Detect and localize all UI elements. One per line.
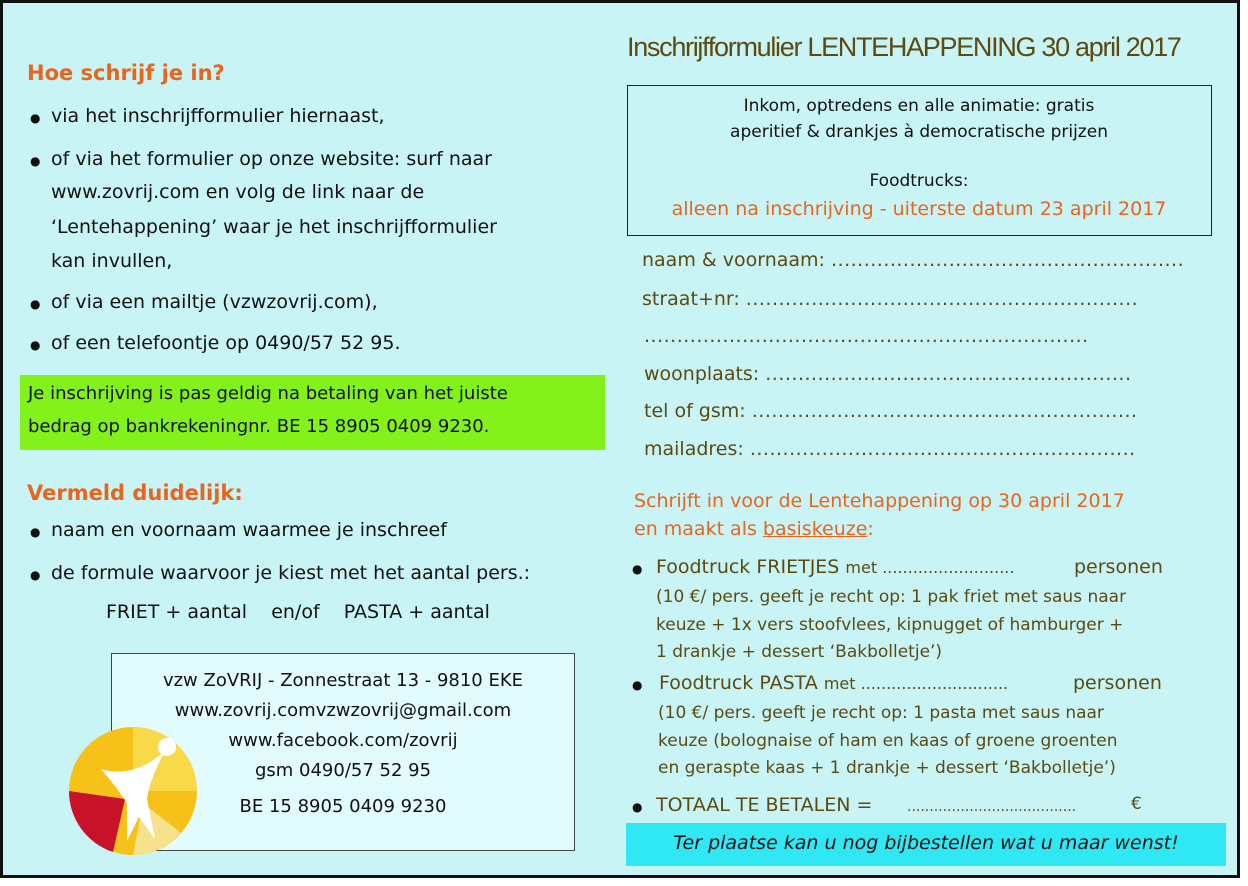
form-field-phone[interactable] bbox=[644, 400, 1138, 422]
heading-mention-clearly: Vermeld duidelijk: bbox=[27, 481, 243, 505]
field-label: mailadres: bbox=[644, 438, 744, 460]
list-item-continued: www.zovrij.com en volg de link naar de bbox=[51, 181, 425, 203]
zovrij-logo-icon bbox=[63, 721, 203, 859]
base-choice-line bbox=[634, 518, 874, 540]
form-field-city[interactable] bbox=[644, 363, 1131, 385]
bullet-icon: ● bbox=[632, 678, 643, 692]
option-frietjes-desc: keuze + 1x vers stoofvlees, kipnugget of hamburger + bbox=[656, 615, 1124, 635]
info-line: aperitief & drankjes à democratische prijzen bbox=[730, 122, 1108, 142]
option-frietjes-title: Foodtruck FRIETJES bbox=[656, 556, 840, 578]
form-field-name[interactable] bbox=[642, 249, 1184, 271]
bullet-icon: ● bbox=[30, 525, 41, 539]
bullet-icon: ● bbox=[632, 562, 643, 576]
bullet-icon: ● bbox=[30, 338, 41, 352]
option-pasta[interactable] bbox=[659, 672, 1008, 694]
form-field-street-extra[interactable] bbox=[644, 325, 1089, 347]
deadline-line: alleen na inschrijving - uiterste datum 23 april 2017 bbox=[671, 198, 1167, 220]
form-title: Inschrijfformulier LENTEHAPPENING 30 april 2017 bbox=[627, 32, 1181, 62]
option-frietjes-count: met .......................... bbox=[845, 558, 1015, 577]
info-box bbox=[627, 85, 1212, 236]
payment-notice-line: bedrag op bankrekeningnr. BE 15 8905 0409 9230. bbox=[28, 416, 490, 437]
base-choice-prefix: en maakt als bbox=[634, 518, 763, 540]
base-choice-underlined: basiskeuze bbox=[762, 518, 868, 540]
info-line: Foodtrucks: bbox=[869, 171, 969, 191]
list-item: of via een mailtje (vzwzovrij.com), bbox=[51, 291, 378, 313]
list-item-continued: ‘Lentehappening’ waar je het inschrijfformulier bbox=[51, 216, 497, 238]
field-dots: ........................................................... bbox=[749, 438, 1136, 460]
info-line: Inkom, optredens en alle animatie: gratis bbox=[743, 96, 1095, 116]
total-to-pay-field[interactable]: ...................................... bbox=[907, 799, 1077, 815]
bullet-icon: ● bbox=[30, 297, 41, 311]
euro-sign: € bbox=[1131, 794, 1142, 814]
field-label: straat+nr: bbox=[642, 288, 740, 310]
field-label: naam & voornaam: bbox=[642, 249, 825, 271]
bullet-icon: ● bbox=[30, 568, 41, 582]
option-frietjes-desc: 1 drankje + dessert ‘Bakbolletje’) bbox=[656, 642, 943, 662]
option-pasta-title: Foodtruck PASTA bbox=[659, 672, 818, 694]
footer-message: Ter plaatse kan u nog bijbestellen wat u maar wenst! bbox=[673, 832, 1179, 854]
bullet-icon: ● bbox=[632, 800, 643, 814]
form-field-street[interactable] bbox=[642, 288, 1138, 310]
bullet-icon: ● bbox=[30, 111, 41, 125]
field-dots: .................................................................... bbox=[644, 325, 1089, 347]
base-choice-suffix: : bbox=[867, 518, 874, 540]
option-pasta-desc: (10 €/ pers. geeft je recht op: 1 pasta met saus naar bbox=[658, 703, 1104, 723]
field-dots: ...................................................... bbox=[831, 249, 1185, 271]
bank-line: BE 15 8905 0409 9230 bbox=[239, 796, 447, 817]
option-pasta-desc: en geraspte kaas + 1 drankje + dessert ‘Bakbolletje’) bbox=[658, 758, 1116, 778]
website-line: www.zovrij.comvzwzovrij@gmail.com bbox=[174, 700, 512, 721]
list-item: via het inschrijfformulier hiernaast, bbox=[51, 105, 385, 127]
field-label: tel of gsm: bbox=[644, 400, 746, 422]
formula-line: FRIET + aantal en/of PASTA + aantal bbox=[106, 601, 490, 623]
bullet-icon: ● bbox=[30, 154, 41, 168]
list-item: of via het formulier op onze website: surf naar bbox=[51, 148, 492, 170]
total-to-pay-label: TOTAAL TE BETALEN = bbox=[656, 794, 873, 816]
field-dots: ........................................................ bbox=[765, 363, 1132, 385]
option-pasta-desc: keuze (bolognaise of ham en kaas of groene groenten bbox=[658, 731, 1118, 751]
subscribe-line: Schrijft in voor de Lentehappening op 30 april 2017 bbox=[634, 490, 1125, 512]
payment-notice-line: Je inschrijving is pas geldig na betaling van het juiste bbox=[28, 383, 508, 404]
option-pasta-persons: personen bbox=[1073, 672, 1162, 694]
heading-how-to-register: Hoe schrijf je in? bbox=[27, 61, 225, 85]
list-item-continued: kan invullen, bbox=[51, 250, 173, 272]
list-item: naam en voornaam waarmee je inschreef bbox=[51, 519, 447, 541]
option-frietjes-persons: personen bbox=[1074, 556, 1163, 578]
field-dots: ............................................................ bbox=[745, 288, 1139, 310]
field-label: woonplaats: bbox=[644, 363, 760, 385]
field-dots: ........................................................... bbox=[751, 400, 1138, 422]
address-line: vzw ZoVRIJ - Zonnestraat 13 - 9810 EKE bbox=[162, 670, 524, 691]
option-frietjes[interactable] bbox=[656, 556, 1014, 578]
form-field-email[interactable] bbox=[644, 438, 1136, 460]
option-pasta-count: met ............................. bbox=[823, 674, 1009, 693]
option-frietjes-desc: (10 €/ pers. geeft je recht op: 1 pak friet met saus naar bbox=[656, 587, 1127, 607]
footer-bar bbox=[626, 823, 1226, 866]
list-item: of een telefoontje op 0490/57 52 95. bbox=[51, 332, 401, 354]
phone-line: gsm 0490/57 52 95 bbox=[254, 760, 432, 781]
facebook-line: www.facebook.com/zovrij bbox=[228, 730, 458, 751]
payment-notice-box bbox=[20, 375, 605, 450]
list-item: de formule waarvoor je kiest met het aantal pers.: bbox=[51, 562, 531, 584]
